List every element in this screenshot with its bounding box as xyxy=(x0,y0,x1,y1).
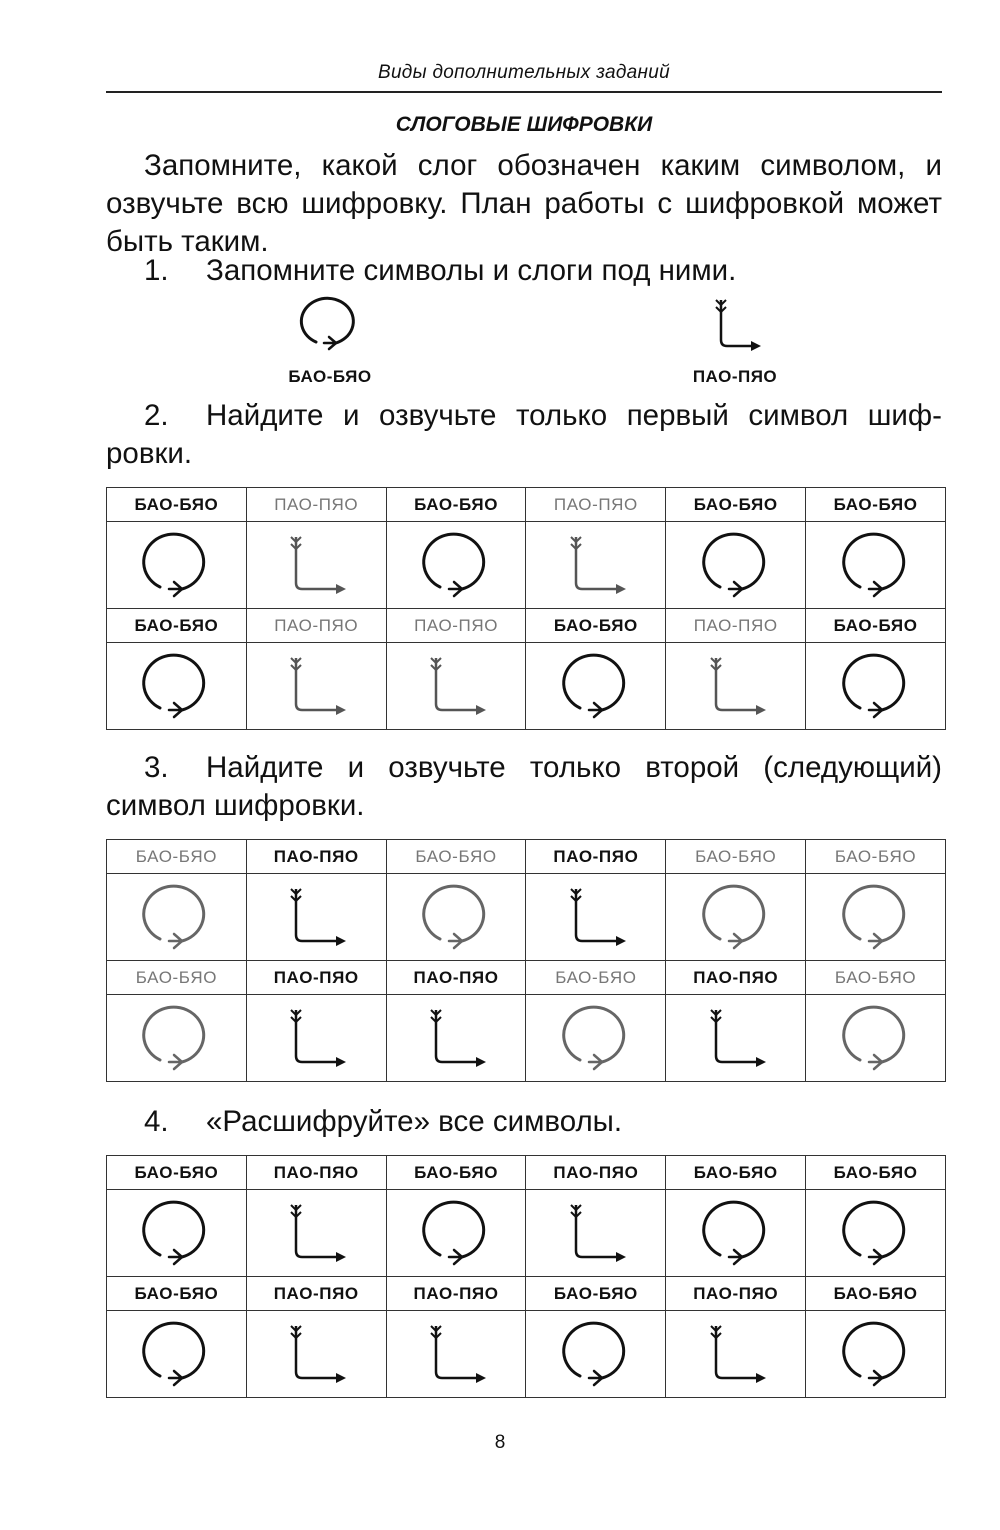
step-number: 1. xyxy=(144,254,169,287)
syllable-label: БАО-БЯО xyxy=(107,840,247,874)
symbol-cell xyxy=(806,995,946,1082)
circle-arrow-icon xyxy=(806,881,945,953)
symbol-cell xyxy=(666,995,806,1082)
syllable-label: БАО-БЯО xyxy=(107,488,247,522)
circle-arrow-icon xyxy=(387,529,526,601)
circle-arrow-icon xyxy=(666,1197,805,1269)
page-number: 8 xyxy=(494,1432,506,1453)
symbol-cell xyxy=(526,874,666,961)
syllable-label: БАО-БЯО xyxy=(386,840,526,874)
symbol-cell xyxy=(666,1190,806,1277)
syllable-label: БАО-БЯО xyxy=(526,961,666,995)
symbol-cell xyxy=(526,1190,666,1277)
corner-arrow-icon xyxy=(526,881,665,953)
symbol-row xyxy=(107,643,946,730)
corner-arrow-icon xyxy=(387,1002,526,1074)
syllable-label: ПАО-ПЯО xyxy=(526,840,666,874)
symbol-row xyxy=(107,995,946,1082)
syllable-label: ПАО-ПЯО xyxy=(246,1277,386,1311)
corner-arrow-icon xyxy=(247,1318,386,1390)
corner-arrow-icon xyxy=(387,1318,526,1390)
symbol-cell xyxy=(666,522,806,609)
syllable-label: БАО-БЯО xyxy=(806,1156,946,1190)
syllable-label: БАО-БЯО xyxy=(107,1156,247,1190)
step-2 xyxy=(106,397,942,473)
syllable-label: БАО-БЯО xyxy=(107,1277,247,1311)
circle-arrow-icon xyxy=(666,529,805,601)
step-text: Найдите и озвучьте только второй (следующий) символ шифровки. xyxy=(106,751,942,822)
syllable-label: ПАО-ПЯО xyxy=(386,1277,526,1311)
legend-circle xyxy=(230,294,430,387)
circle-arrow-icon xyxy=(387,881,526,953)
symbol-cell xyxy=(246,522,386,609)
symbol-row xyxy=(107,874,946,961)
symbol-cell xyxy=(526,522,666,609)
syllable-label: БАО-БЯО xyxy=(666,488,806,522)
symbol-cell xyxy=(526,643,666,730)
cipher-grid-second-symbol xyxy=(106,839,946,1082)
circle-arrow-icon xyxy=(107,1318,246,1390)
corner-arrow-icon xyxy=(247,529,386,601)
symbol-row xyxy=(107,1311,946,1398)
symbol-cell xyxy=(107,522,247,609)
symbol-cell xyxy=(806,1190,946,1277)
symbol-cell xyxy=(666,1311,806,1398)
section-title: СЛОГОВЫЕ ШИФРОВКИ xyxy=(395,113,653,136)
syllable-label: ПАО-ПЯО xyxy=(666,609,806,643)
syllable-label: ПАО-ПЯО xyxy=(386,961,526,995)
syllable-label: ПАО-ПЯО xyxy=(666,1277,806,1311)
corner-arrow-icon xyxy=(247,1197,386,1269)
syllable-label: ПАО-ПЯО xyxy=(386,609,526,643)
symbol-cell xyxy=(526,995,666,1082)
syllable-label: БАО-БЯО xyxy=(526,1277,666,1311)
symbol-cell xyxy=(806,1311,946,1398)
symbol-cell xyxy=(806,643,946,730)
step-number: 4. xyxy=(144,1105,169,1138)
corner-arrow-icon xyxy=(387,650,526,722)
corner-arrow-icon xyxy=(247,881,386,953)
circle-arrow-icon xyxy=(526,1002,665,1074)
label-row xyxy=(107,1156,946,1190)
syllable-label: БАО-БЯО xyxy=(107,961,247,995)
corner-arrow-icon xyxy=(526,1197,665,1269)
corner-arrow-icon xyxy=(666,1318,805,1390)
symbol-cell xyxy=(107,643,247,730)
header-rule xyxy=(106,91,942,93)
circle-arrow-icon xyxy=(806,1197,945,1269)
syllable-label: БАО-БЯО xyxy=(806,609,946,643)
step-text: Найдите и озвучьте только первый символ шифровки. xyxy=(106,399,942,470)
circle-arrow-icon xyxy=(806,1318,945,1390)
syllable-label: БАО-БЯО xyxy=(806,488,946,522)
corner-arrow-icon xyxy=(635,294,835,361)
circle-arrow-icon xyxy=(107,1002,246,1074)
syllable-label: БАО-БЯО xyxy=(666,840,806,874)
syllable-label: БАО-БЯО xyxy=(806,840,946,874)
corner-arrow-icon xyxy=(666,650,805,722)
step-4 xyxy=(106,1103,942,1141)
symbol-cell xyxy=(526,1311,666,1398)
label-row xyxy=(107,1277,946,1311)
symbol-cell xyxy=(107,874,247,961)
legend-label: БАО-БЯО xyxy=(288,367,372,386)
circle-arrow-icon xyxy=(806,529,945,601)
symbol-cell xyxy=(386,995,526,1082)
symbol-cell xyxy=(246,874,386,961)
symbol-row xyxy=(107,1190,946,1277)
symbol-cell xyxy=(666,643,806,730)
symbol-cell xyxy=(386,1311,526,1398)
circle-arrow-icon xyxy=(107,650,246,722)
symbol-cell xyxy=(806,874,946,961)
syllable-label: БАО-БЯО xyxy=(386,488,526,522)
syllable-label: ПАО-ПЯО xyxy=(246,1156,386,1190)
syllable-label: ПАО-ПЯО xyxy=(526,488,666,522)
corner-arrow-icon xyxy=(526,529,665,601)
label-row xyxy=(107,488,946,522)
step-3 xyxy=(106,749,942,825)
symbol-cell xyxy=(246,643,386,730)
symbol-cell xyxy=(246,995,386,1082)
symbol-cell xyxy=(806,522,946,609)
label-row xyxy=(107,961,946,995)
syllable-label: ПАО-ПЯО xyxy=(526,1156,666,1190)
symbol-cell xyxy=(107,1190,247,1277)
symbol-cell xyxy=(386,1190,526,1277)
label-row xyxy=(107,609,946,643)
symbol-cell xyxy=(246,1311,386,1398)
circle-arrow-icon xyxy=(230,294,430,361)
syllable-label: ПАО-ПЯО xyxy=(246,961,386,995)
legend-corner xyxy=(635,294,835,387)
circle-arrow-icon xyxy=(526,650,665,722)
corner-arrow-icon xyxy=(247,1002,386,1074)
step-1 xyxy=(106,252,942,290)
syllable-label: БАО-БЯО xyxy=(806,961,946,995)
label-row xyxy=(107,840,946,874)
syllable-label: БАО-БЯО xyxy=(107,609,247,643)
symbol-cell xyxy=(386,643,526,730)
cipher-grid-first-symbol xyxy=(106,487,946,730)
circle-arrow-icon xyxy=(107,881,246,953)
symbol-cell xyxy=(246,1190,386,1277)
legend-label: ПАО-ПЯО xyxy=(692,367,778,386)
circle-arrow-icon xyxy=(666,881,805,953)
circle-arrow-icon xyxy=(806,1002,945,1074)
step-text: «Расшифруйте» все символы. xyxy=(206,1105,623,1138)
syllable-label: БАО-БЯО xyxy=(526,609,666,643)
circle-arrow-icon xyxy=(107,1197,246,1269)
syllable-label: ПАО-ПЯО xyxy=(246,840,386,874)
circle-arrow-icon xyxy=(107,529,246,601)
cipher-grid-all-symbols xyxy=(106,1155,946,1398)
corner-arrow-icon xyxy=(666,1002,805,1074)
step-text: Запомните символы и слоги под ними. xyxy=(206,254,737,287)
intro-paragraph: Запомните, какой слог обозначен каким символом, и озвучьте всю шифровку. План работы с шифровкой может быть таким. xyxy=(106,149,942,258)
symbol-cell xyxy=(386,522,526,609)
corner-arrow-icon xyxy=(247,650,386,722)
syllable-label: ПАО-ПЯО xyxy=(666,961,806,995)
circle-arrow-icon xyxy=(806,650,945,722)
circle-arrow-icon xyxy=(526,1318,665,1390)
symbol-cell xyxy=(386,874,526,961)
syllable-label: БАО-БЯО xyxy=(806,1277,946,1311)
symbol-cell xyxy=(107,995,247,1082)
syllable-label: БАО-БЯО xyxy=(386,1156,526,1190)
symbol-cell xyxy=(107,1311,247,1398)
syllable-label: ПАО-ПЯО xyxy=(246,609,386,643)
running-head: Виды дополнительных заданий xyxy=(377,62,671,83)
syllable-label: БАО-БЯО xyxy=(666,1156,806,1190)
step-number: 2. xyxy=(144,399,169,432)
circle-arrow-icon xyxy=(387,1197,526,1269)
symbol-cell xyxy=(666,874,806,961)
symbol-row xyxy=(107,522,946,609)
syllable-label: ПАО-ПЯО xyxy=(246,488,386,522)
step-number: 3. xyxy=(144,751,169,784)
